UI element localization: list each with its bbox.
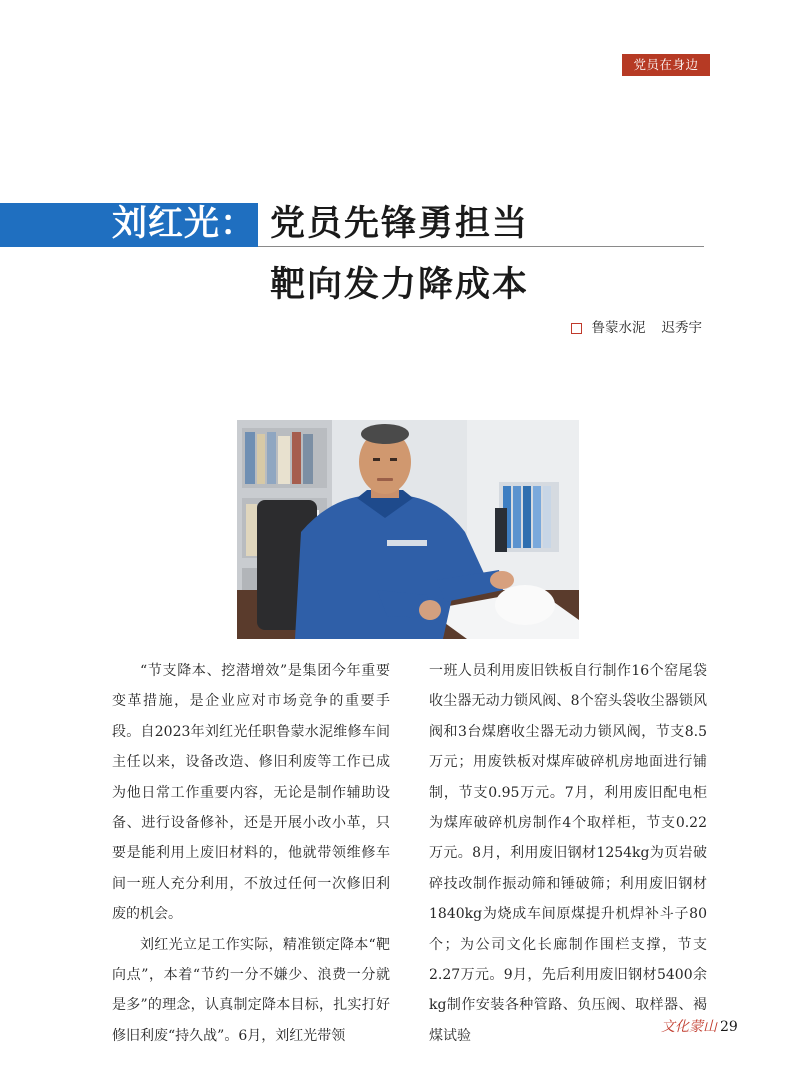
page-number: 29 — [720, 1019, 738, 1035]
byline — [571, 318, 703, 338]
body-right-column — [429, 656, 707, 1051]
title-person-name: 刘红光： — [112, 204, 257, 244]
square-bullet-icon — [571, 323, 582, 334]
section-tag: 党员在身边 — [622, 54, 710, 76]
title-line-2: 靶向发力降成本 — [270, 265, 530, 305]
title-line-1: 党员先锋勇担当 — [270, 204, 530, 244]
body-paragraph: 一班人员利用废旧铁板自行制作16个窑尾袋收尘器无动力锁风阀、8个窑头袋收尘器锁风阀和3台煤磨收尘器无动力锁风阀，节支8.5万元；用废铁板对煤库破碎机房地面进行铺制，节支0.95万元。7月，利用废旧配电柜为煤库破碎机房制作4个取样柜，节支0.22万元。8月，利用废旧钢材1254kg为页岩破碎技改制作振动筛和锤破筛；利用废旧钢材1840kg为烧成车间原煤提升机焊补斗子80个；为公司文化长廊制作围栏支撑，节支2.27万元。9月，先后利用废旧钢材5400余kg制作安装各种管路、负压阀、取样器、褐煤试验 — [429, 663, 707, 1044]
magazine-logo: 文化蒙山 — [661, 1019, 717, 1035]
body-paragraph: 刘红光立足工作实际，精准锁定降本“靶向点”，本着“节约一分不嫌少、浪费一分就是多”的理念，认真制定降本目标，扎实打好修旧利废“持久战”。6月，刘红光带领 — [112, 936, 390, 1044]
byline-organization: 鲁蒙水泥 — [591, 320, 646, 336]
body-paragraph: “节支降本、挖潜增效”是集团今年重要变革措施，是企业应对市场竞争的重要手段。自2023年刘红光任职鲁蒙水泥维修车间主任以来，设备改造、修旧利废等工作已成为他日常工作重要内容，无论是制作辅助设备、进行设备修补，还是开展小改小革，只要是能利用上废旧材料的，他就带领维修车间一班人充分利用，不放过任何一次修旧利废的机会。 — [112, 663, 390, 923]
byline-author: 迟秀宇 — [661, 320, 702, 336]
portrait-photo-illustration — [237, 420, 579, 639]
body-left-column — [112, 656, 390, 1051]
portrait-photo — [237, 420, 579, 639]
